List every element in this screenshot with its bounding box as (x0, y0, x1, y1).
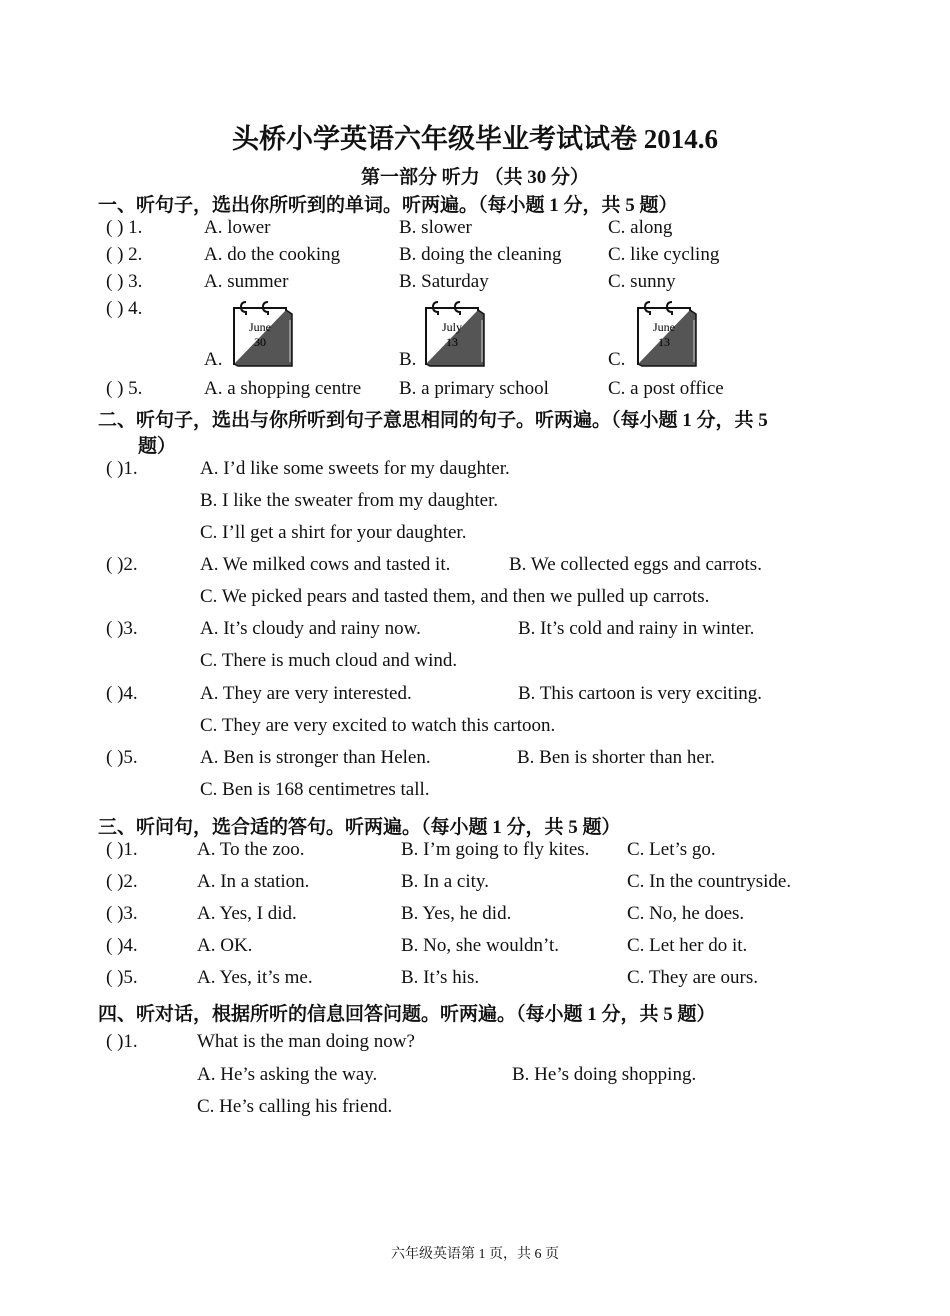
s3-q2-option-c: C. In the countryside. (627, 871, 792, 892)
section-2-heading: 二、听句子，选出与你所听到句子意思相同的句子。听两遍。（每小题 1 分，共 5 (98, 410, 768, 431)
s1-q4-option-a: A. (204, 349, 223, 370)
s1-q3-number: ( ) 3. (106, 271, 143, 292)
s2-q2-option-a: A. We milked cows and tasted it. (200, 554, 451, 575)
s4-q1-option-c: C. He’s calling his friend. (197, 1096, 393, 1117)
s1-q1-option-a: A. lower (204, 217, 271, 238)
s2-q4-number: ( )4. (106, 683, 138, 704)
s1-q4-number: ( ) 4. (106, 298, 143, 319)
s3-q4-option-a: A. OK. (197, 935, 253, 956)
s3-q4-option-c: C. Let her do it. (627, 935, 748, 956)
s1-q2-number: ( ) 2. (106, 244, 143, 265)
page-footer: 六年级英语第 1 页，共 6 页 (391, 1247, 559, 1262)
exam-title: 头桥小学英语六年级毕业考试试卷 2014.6 (232, 124, 718, 154)
calendar-june-30-icon (230, 300, 286, 360)
s2-q3-option-a: A. It’s cloudy and rainy now. (200, 618, 421, 639)
calendar-c-day: 13 (658, 335, 670, 349)
s2-q2-option-b: B. We collected eggs and carrots. (509, 554, 762, 575)
s3-q5-number: ( )5. (106, 967, 138, 988)
s3-q4-number: ( )4. (106, 935, 138, 956)
s2-q3-option-b: B. It’s cold and rainy in winter. (518, 618, 755, 639)
part-one-heading: 第一部分 听力 （共 30 分） (360, 167, 589, 188)
s3-q4-option-b: B. No, she wouldn’t. (401, 935, 559, 956)
calendar-july-13-icon (422, 300, 478, 360)
s1-q3-option-a: A. summer (204, 271, 289, 292)
s2-q5-option-b: B. Ben is shorter than her. (517, 747, 715, 768)
calendar-b-month: July (441, 320, 463, 334)
s1-q1-option-c: C. along (608, 217, 673, 238)
s1-q1-number: ( ) 1. (106, 217, 143, 238)
s1-q3-option-c: C. sunny (608, 271, 676, 292)
s2-q2-number: ( )2. (106, 554, 138, 575)
s4-q1-question: What is the man doing now? (197, 1031, 415, 1052)
s2-q4-option-c: C. They are very excited to watch this cartoon. (200, 715, 556, 736)
s1-q1-option-b: B. slower (399, 217, 472, 238)
s1-q4-option-b: B. (399, 349, 417, 370)
s1-q5-option-c: C. a post office (608, 378, 724, 399)
s3-q1-option-c: C. Let’s go. (627, 839, 716, 860)
s2-q5-option-c: C. Ben is 168 centimetres tall. (200, 779, 430, 800)
s1-q2-option-b: B. doing the cleaning (399, 244, 562, 265)
section-1-heading: 一、听句子，选出你所听到的单词。听两遍。（每小题 1 分，共 5 题） (98, 195, 678, 216)
s3-q1-number: ( )1. (106, 839, 138, 860)
calendar-a-month: June (249, 320, 271, 334)
s2-q3-option-c: C. There is much cloud and wind. (200, 650, 458, 671)
section-4-heading: 四、听对话，根据所听的信息回答问题。听两遍。（每小题 1 分，共 5 题） (98, 1004, 716, 1025)
s2-q4-option-b: B. This cartoon is very exciting. (518, 683, 762, 704)
s1-q2-option-a: A. do the cooking (204, 244, 341, 265)
s3-q2-number: ( )2. (106, 871, 138, 892)
s3-q3-option-b: B. Yes, he did. (401, 903, 512, 924)
s3-q5-option-b: B. It’s his. (401, 967, 480, 988)
s3-q3-number: ( )3. (106, 903, 138, 924)
calendar-a-day: 30 (254, 335, 266, 349)
s1-q4-option-c: C. (608, 349, 626, 370)
s3-q3-option-a: A. Yes, I did. (197, 903, 297, 924)
section-2-heading-cont: 题） (138, 436, 177, 457)
s2-q1-option-a: A. I’d like some sweets for my daughter. (200, 458, 510, 479)
s1-q3-option-b: B. Saturday (399, 271, 489, 292)
s3-q1-option-b: B. I’m going to fly kites. (401, 839, 590, 860)
s4-q1-option-b: B. He’s doing shopping. (512, 1064, 697, 1085)
s2-q1-number: ( )1. (106, 458, 138, 479)
section-3-heading: 三、听问句，选合适的答句。听两遍。（每小题 1 分，共 5 题） (98, 817, 621, 838)
s2-q2-option-c: C. We picked pears and tasted them, and then we pulled up carrots. (200, 586, 710, 607)
calendar-b-day: 13 (446, 335, 458, 349)
s2-q5-option-a: A. Ben is stronger than Helen. (200, 747, 431, 768)
s2-q1-option-c: C. I’ll get a shirt for your daughter. (200, 522, 467, 543)
s3-q5-option-c: C. They are ours. (627, 967, 759, 988)
s3-q3-option-c: C. No, he does. (627, 903, 745, 924)
s2-q1-option-b: B. I like the sweater from my daughter. (200, 490, 499, 511)
s1-q5-number: ( ) 5. (106, 378, 143, 399)
s2-q5-number: ( )5. (106, 747, 138, 768)
s2-q3-number: ( )3. (106, 618, 138, 639)
s2-q4-option-a: A. They are very interested. (200, 683, 412, 704)
s1-q5-option-b: B. a primary school (399, 378, 549, 399)
s4-q1-number: ( )1. (106, 1031, 138, 1052)
s3-q1-option-a: A. To the zoo. (197, 839, 305, 860)
s4-q1-option-a: A. He’s asking the way. (197, 1064, 378, 1085)
calendar-june-13-icon (634, 300, 690, 360)
s3-q5-option-a: A. Yes, it’s me. (197, 967, 313, 988)
s3-q2-option-b: B. In a city. (401, 871, 489, 892)
s1-q2-option-c: C. like cycling (608, 244, 720, 265)
s3-q2-option-a: A. In a station. (197, 871, 310, 892)
s1-q5-option-a: A. a shopping centre (204, 378, 362, 399)
calendar-c-month: June (653, 320, 675, 334)
